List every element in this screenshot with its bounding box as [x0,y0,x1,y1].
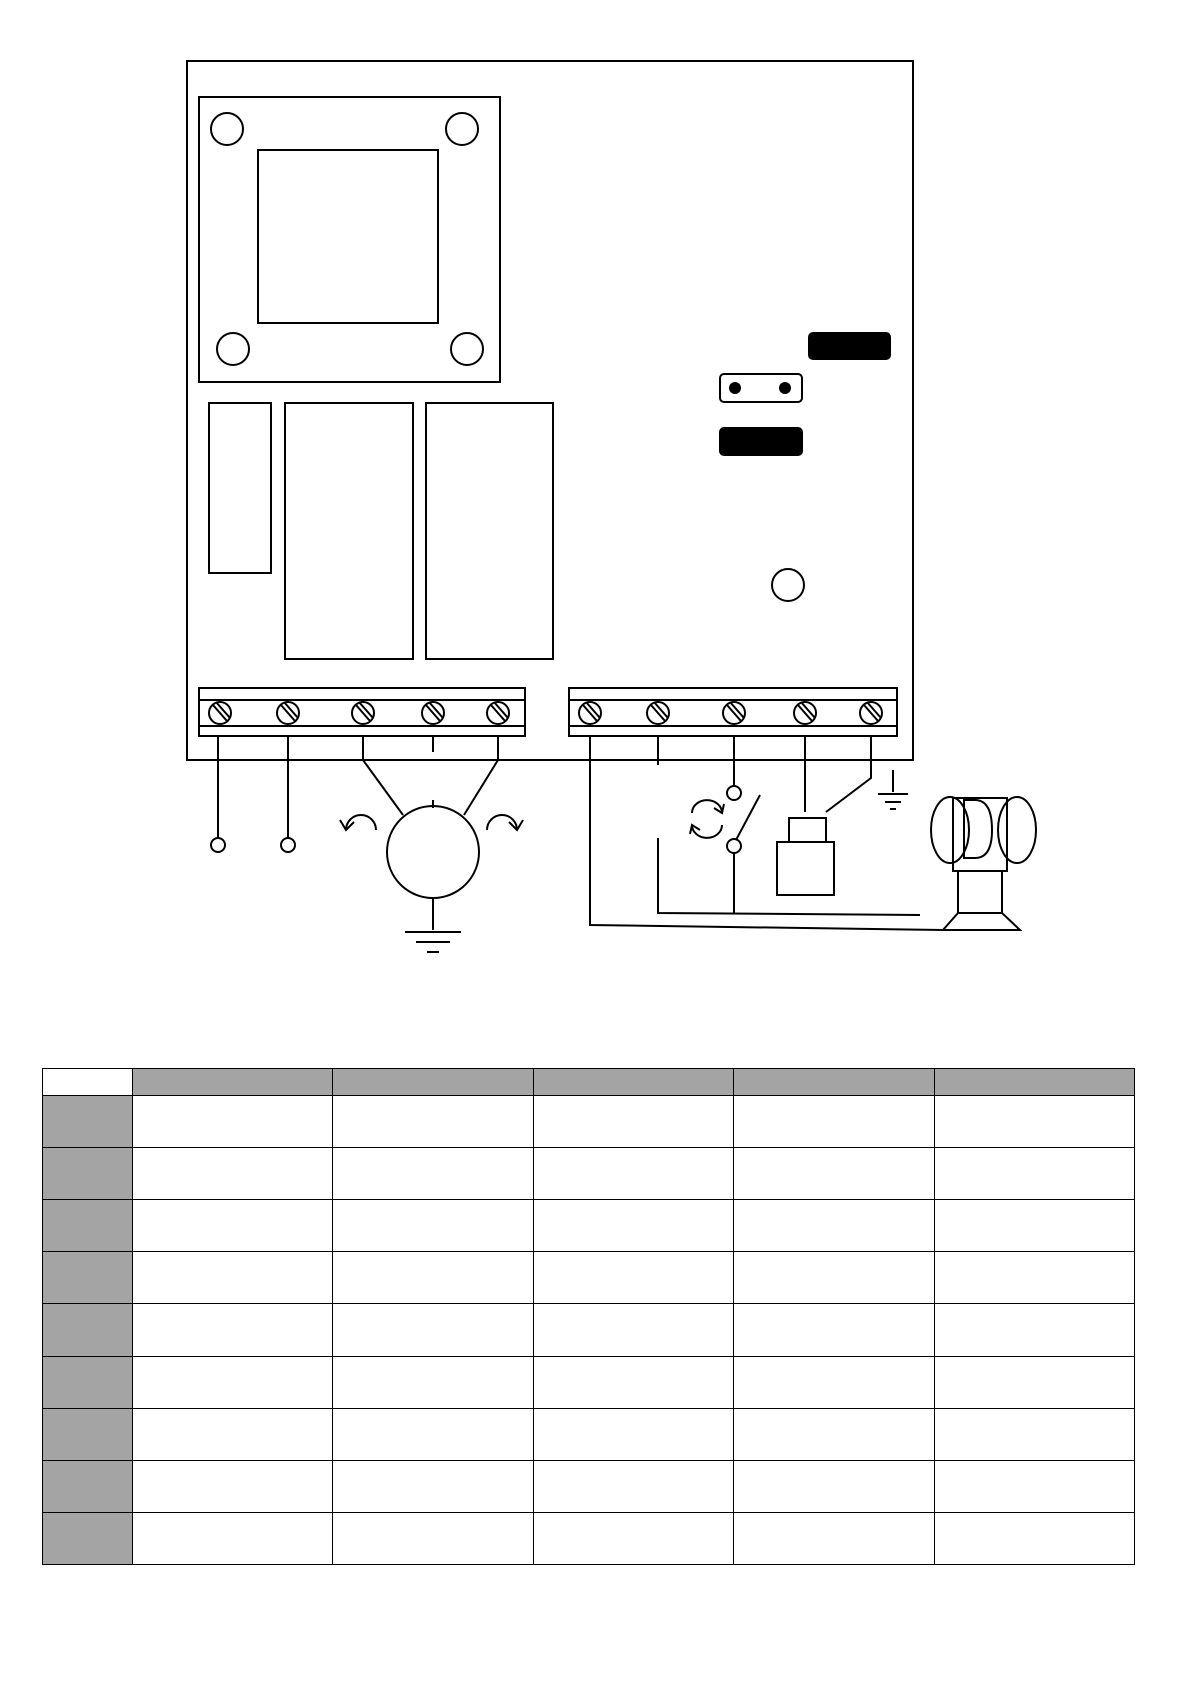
table-cell [533,1148,733,1200]
table-cell [934,1512,1134,1564]
terminal-screw-7-icon [647,702,669,724]
terminal-screw-1-icon [209,702,231,724]
table-row [43,1408,1135,1460]
table-row [43,1460,1135,1512]
table-cell [533,1096,733,1148]
rotate-counterclockwise-icon [340,815,376,830]
table-row [43,1148,1135,1200]
column-header [133,1069,333,1096]
row-header [43,1096,133,1148]
table-cell [133,1304,333,1356]
table-cell [333,1512,533,1564]
table-cell [734,1512,934,1564]
table-cell [533,1252,733,1304]
photocell-icon [777,818,834,895]
table-row [43,1304,1135,1356]
data-table [42,1068,1135,1565]
table-cell [533,1460,733,1512]
table-cell [533,1356,733,1408]
table-cell [333,1460,533,1512]
table-cell [533,1512,733,1564]
ground-symbol-icon [405,932,461,952]
table-cell [133,1512,333,1564]
terminal-screw-4-icon [422,702,444,724]
motor-icon [387,806,479,898]
table-row [43,1512,1135,1564]
terminal-screw-8-icon [723,702,745,724]
table-cell [333,1408,533,1460]
terminal-screw-2-icon [277,702,299,724]
table-cell [934,1356,1134,1408]
table-cell [934,1252,1134,1304]
table-cell [533,1304,733,1356]
column-header [734,1069,934,1096]
table-cell [734,1200,934,1252]
ground-terminal-icon [878,770,908,809]
table-cell [934,1200,1134,1252]
table-cell [133,1096,333,1148]
flashing-lamp-icon [931,797,1036,930]
row-header [43,1304,133,1356]
transformer [199,97,500,382]
column-header [533,1069,733,1096]
table-corner-cell [43,1069,133,1096]
capacitor-block [209,403,271,573]
row-header [43,1512,133,1564]
table-cell [333,1200,533,1252]
power-input-wires [211,737,295,852]
table-cell [934,1148,1134,1200]
table-row [43,1356,1135,1408]
table-cell [133,1356,333,1408]
table-row [43,1200,1135,1252]
table-cell [734,1148,934,1200]
table-cell [333,1148,533,1200]
table-cell [133,1148,333,1200]
terminal-screw-3-icon [352,702,374,724]
row-header [43,1460,133,1512]
row-header [43,1252,133,1304]
table-cell [133,1252,333,1304]
table-cell [133,1460,333,1512]
table-cell [734,1096,934,1148]
table-row [43,1252,1135,1304]
jumper-block-top [809,333,890,359]
table-row [43,1096,1135,1148]
table-cell [133,1408,333,1460]
row-header [43,1356,133,1408]
table-cell [333,1356,533,1408]
table-cell [734,1356,934,1408]
terminal-screw-9-icon [794,702,816,724]
control-board [187,61,913,760]
table-cell [934,1304,1134,1356]
table-cell [734,1252,934,1304]
terminal-screw-5-icon [487,702,509,724]
table-cell [734,1460,934,1512]
table-cell [734,1408,934,1460]
table-cell [934,1096,1134,1148]
limit-switch [727,737,760,913]
jumper-block-bottom [720,428,802,455]
row-header [43,1148,133,1200]
terminal-screw-10-icon [860,702,882,724]
table-cell [533,1200,733,1252]
antenna-and-sensor-wires [590,737,943,930]
table-cell [133,1200,333,1252]
relay-right [426,403,553,659]
row-header [43,1200,133,1252]
table-cell [934,1460,1134,1512]
column-header [333,1069,533,1096]
led-indicator [772,569,804,601]
rotate-clockwise-icon [487,815,523,830]
direction-toggle-icon [690,800,724,838]
relay-left [285,403,413,659]
table-cell [533,1408,733,1460]
table-cell [333,1304,533,1356]
jumper-connector [720,374,802,402]
table-cell [333,1096,533,1148]
table-cell [734,1304,934,1356]
terminal-screw-6-icon [579,702,601,724]
table-cell [333,1252,533,1304]
row-header [43,1408,133,1460]
table-cell [934,1408,1134,1460]
table-header-row [43,1069,1135,1096]
motor-wires [363,737,498,930]
column-header [934,1069,1134,1096]
